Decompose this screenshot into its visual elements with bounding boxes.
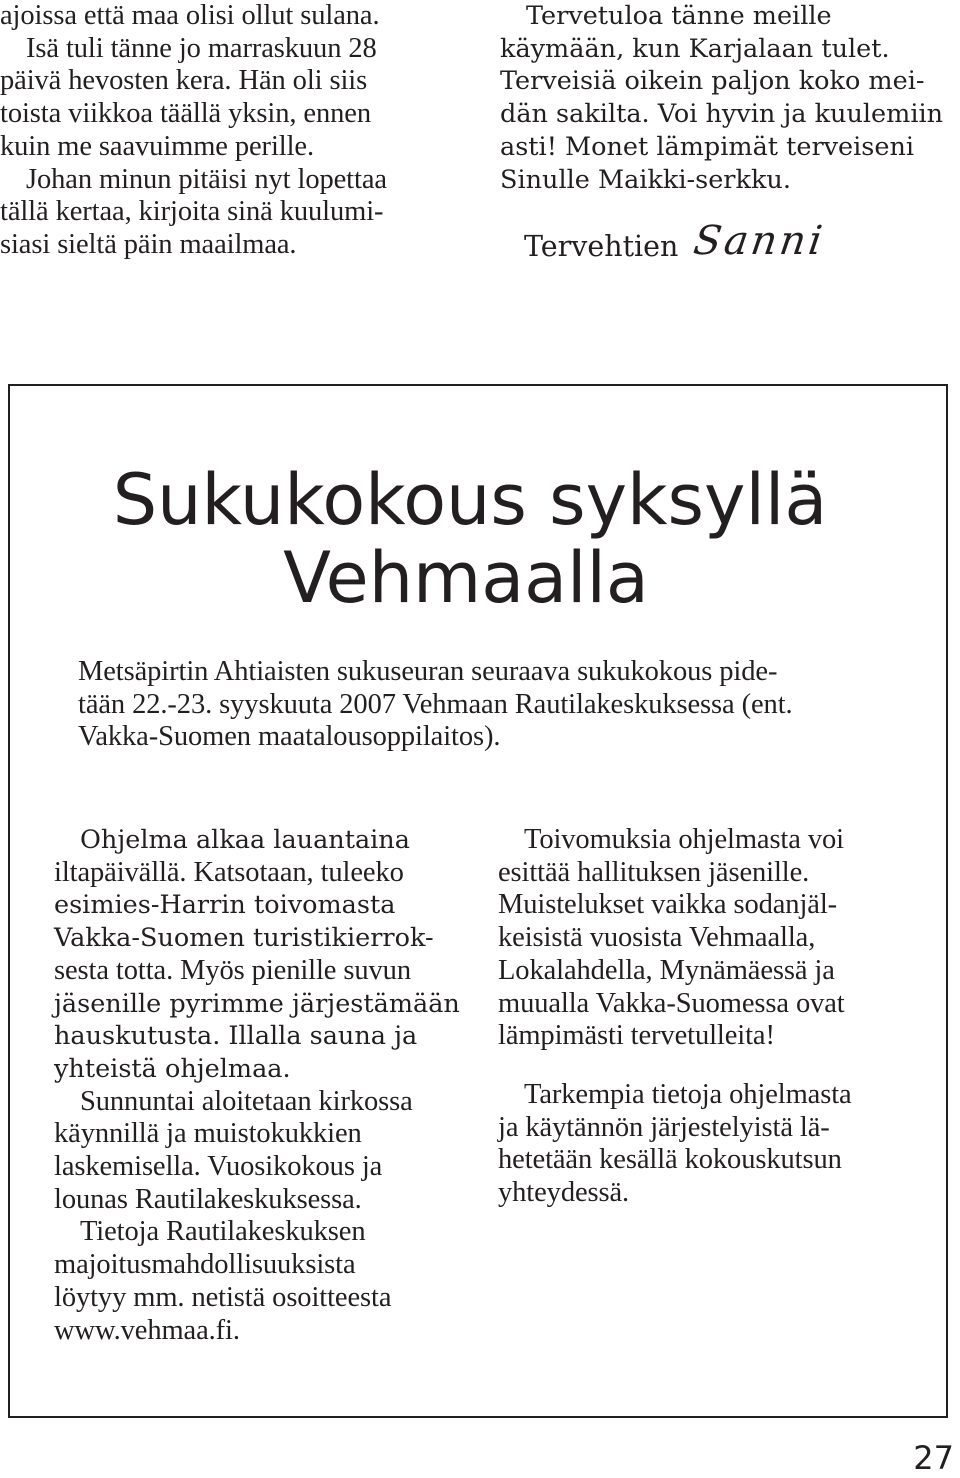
column-left-line: jäsenille pyrimme järjestämään bbox=[54, 988, 460, 1019]
letter-left-column bbox=[0, 0, 387, 262]
letter-left-line: Isä tuli tänne jo marraskuun 28 bbox=[26, 32, 377, 64]
column-left-line: sesta totta. Myös pienille suvun bbox=[54, 954, 411, 986]
letter-left-line: toista viikkoa täällä yksin, ennen bbox=[0, 98, 371, 130]
letter-right-column bbox=[500, 0, 943, 196]
column-right-line: Lokalahdella, Mynämäessä ja bbox=[498, 954, 835, 986]
notice-intro bbox=[78, 656, 793, 754]
page-number: 27 bbox=[913, 1439, 954, 1477]
column-right-line: Muistelukset vaikka sodanjäl- bbox=[498, 889, 838, 921]
notice-headline-line2: Vehmaalla bbox=[283, 537, 649, 619]
letter-left-line: siasi sieltä päin maailmaa. bbox=[0, 228, 297, 260]
letter-closing bbox=[524, 222, 678, 272]
column-right-line: muualla Vakka-Suomessa ovat bbox=[498, 987, 845, 1019]
notice-column-left bbox=[54, 824, 460, 1347]
notice-box bbox=[8, 384, 948, 1418]
column-left-line: Sunnuntai aloitetaan kirkossa bbox=[80, 1085, 413, 1117]
column-left-line: yhteistä ohjelmaa. bbox=[54, 1053, 291, 1084]
letter-left-line: Johan minun pitäisi nyt lopettaa bbox=[26, 163, 387, 195]
notice-headline-line1: Sukukokous syksyllä bbox=[112, 459, 828, 541]
column-left-line: majoitusmahdollisuuksista bbox=[54, 1249, 356, 1281]
notice-column-right bbox=[498, 824, 852, 1210]
column-right-line: Toivomuksia ohjelmasta voi bbox=[524, 824, 844, 855]
intro-line: Metsäpirtin Ahtiaisten sukuseuran seuraava sukukokous pide- bbox=[78, 656, 778, 687]
column-left-line: hauskutusta. Illalla sauna ja bbox=[54, 1021, 418, 1052]
letter-right-line: Tervetuloa tänne meille bbox=[526, 1, 832, 31]
column-left-line: lounas Rautilakeskuksessa. bbox=[54, 1183, 362, 1215]
column-right-line: keisistä vuosista Vehmaalla, bbox=[498, 922, 816, 954]
column-left-line: Tietoja Rautilakeskuksen bbox=[80, 1216, 366, 1248]
letter-left-line: tällä kertaa, kirjoita sinä kuulumi- bbox=[0, 196, 384, 228]
letter-left-line: päivä hevosten kera. Hän oli siis bbox=[0, 65, 368, 97]
letter-right-line: Terveisiä oikein paljon koko mei- bbox=[500, 66, 925, 97]
letter-left-line: kuin me saavuimme perille. bbox=[0, 130, 314, 162]
column-left-line: iltapäivällä. Katsotaan, tuleeko bbox=[54, 856, 404, 888]
column-left-line: löytyy mm. netistä osoitteesta bbox=[54, 1281, 392, 1313]
letter-right-line: käymään, kun Karjalaan tulet. bbox=[500, 33, 890, 64]
closing-text: Tervehtien bbox=[524, 230, 679, 263]
column-right-line: esittää hallituksen jäsenille. bbox=[498, 856, 810, 888]
intro-line: tään 22.-23. syyskuuta 2007 Vehmaan Rautilakeskuksessa (ent. bbox=[78, 688, 793, 720]
paragraph-gap bbox=[498, 1053, 852, 1079]
handwritten-signature: Sanni bbox=[690, 218, 828, 264]
column-left-line: laskemisella. Vuosikokous ja bbox=[54, 1151, 383, 1183]
column-right-line: hetetään kesällä kokouskutsun bbox=[498, 1144, 842, 1176]
intro-line: Vakka-Suomen maatalousoppilaitos). bbox=[78, 721, 501, 753]
column-right-line: yhteydessä. bbox=[498, 1177, 630, 1209]
column-left-line: käynnillä ja muistokukkien bbox=[54, 1118, 362, 1150]
column-right-line: lämpimästi tervetulleita! bbox=[498, 1020, 775, 1052]
column-left-line: Ohjelma alkaa lauantaina bbox=[80, 825, 410, 855]
letter-right-line: asti! Monet lämpimät terveiseni bbox=[500, 131, 915, 162]
letter-right-line: dän sakilta. Voi hyvin ja kuulemiin bbox=[500, 99, 944, 130]
letter-left-line: ajoissa että maa olisi ollut sulana. bbox=[0, 0, 380, 31]
column-left-line: Vakka-Suomen turistikierrok- bbox=[54, 923, 434, 954]
column-left-line: esimies-Harrin toivomasta bbox=[54, 890, 396, 921]
letter-right-line: Sinulle Maikki-serkku. bbox=[500, 164, 791, 195]
column-right-line: ja käytännön järjestelyistä lä- bbox=[498, 1111, 830, 1143]
column-left-line: www.vehmaa.fi. bbox=[54, 1314, 240, 1346]
column-right-line: Tarkempia tietoja ohjelmasta bbox=[524, 1078, 852, 1110]
